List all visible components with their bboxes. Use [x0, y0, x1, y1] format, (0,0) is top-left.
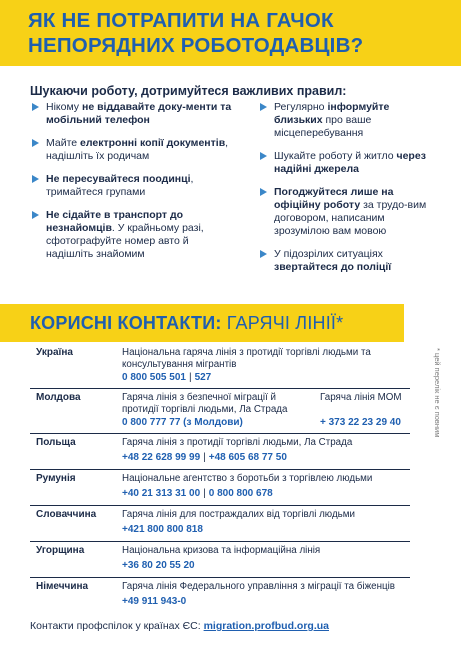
rule-text: , тримайтеся групами — [46, 173, 194, 198]
phone-number[interactable]: +48 22 628 99 99 — [122, 452, 201, 463]
table-row — [30, 470, 410, 506]
rule-item — [32, 137, 232, 163]
country-name: Словаччина — [36, 509, 97, 520]
side-note — [433, 348, 447, 598]
rule-emphasis: не віддавайте доку-менти та мобільний телефон — [46, 101, 232, 126]
footer-text: Контакти профспілок у країнах ЄС: — [30, 620, 204, 632]
rule-text: за трудо-вим договором, написаним зрозумілою вам мовою — [274, 199, 427, 237]
rule-text: Нікому — [46, 101, 82, 113]
hotline-phones — [122, 372, 211, 383]
hotline-description: Національна гаряча лінія з протидії торгівлі людьми та консультування мігрантів — [122, 347, 371, 370]
country-name: Німеччина — [36, 581, 89, 592]
rule-emphasis: інформуйте близьких — [274, 101, 390, 126]
side-note-text: * цей перелік не є повним — [433, 348, 442, 438]
rule-emphasis: через надійні джерела — [274, 150, 426, 175]
rule-item — [32, 173, 232, 199]
hotline-description: Гаряча лінія для постраждалих від торгівлі людьми — [122, 509, 355, 520]
hotlines-table — [30, 344, 410, 614]
table-row — [30, 542, 410, 578]
hotline-description: Національне агентство з боротьби з торгівлею людьми — [122, 473, 373, 484]
arrow-bullet-icon — [260, 152, 267, 160]
arrow-bullet-icon — [260, 250, 267, 258]
arrow-bullet-icon — [260, 103, 267, 111]
hotline-phones — [122, 417, 243, 428]
rule-emphasis: Не сідайте в транспорт до незнайомців — [46, 209, 184, 234]
arrow-bullet-icon — [32, 139, 39, 147]
rule-item — [32, 101, 232, 127]
rule-text: Шукайте роботу й житло — [274, 150, 397, 162]
arrow-bullet-icon — [32, 211, 39, 219]
rules-left-column — [32, 101, 232, 271]
phone-separator: | — [203, 488, 206, 499]
country-name: Угорщина — [36, 545, 85, 556]
table-row — [30, 578, 410, 614]
phone-number[interactable]: +48 605 68 77 50 — [208, 452, 287, 463]
country-name: Польща — [36, 437, 76, 448]
phone-number[interactable]: +49 911 943-0 — [122, 596, 187, 607]
phone-number[interactable]: + 373 22 23 29 40 — [320, 417, 401, 428]
rule-text: . У крайньому разі, сфотографуйте номер авто й надішліть знайомим — [46, 222, 204, 260]
footer — [30, 620, 329, 632]
rule-text: , надішліть їх родичам — [46, 137, 229, 162]
rule-item — [260, 150, 440, 176]
contacts-heading-bold: КОРИСНІ КОНТАКТИ: — [30, 313, 222, 333]
rules-right-column — [260, 101, 440, 284]
rule-item — [260, 248, 440, 274]
arrow-bullet-icon — [260, 188, 267, 196]
country-name: Україна — [36, 347, 73, 358]
country-name: Молдова — [36, 392, 81, 403]
rule-emphasis: Погоджуйтеся лише на офіційну роботу — [274, 186, 394, 211]
phone-number[interactable]: 0 800 800 678 — [208, 488, 273, 499]
phone-number[interactable]: 527 — [194, 372, 212, 383]
hotline-phones — [122, 524, 203, 535]
phone-separator: | — [188, 372, 192, 383]
hotline-description: Гаряча лінія Федерального управління з міграції та біженців — [122, 581, 395, 592]
hotline-description-secondary: Гаряча лінія МОМ — [320, 392, 402, 403]
table-row — [30, 344, 410, 389]
rule-text: У підозрілих ситуаціях — [274, 248, 383, 260]
rule-emphasis: Не пересувайтеся поодинці — [46, 173, 191, 185]
hotline-phones — [122, 452, 287, 463]
rule-item — [260, 186, 440, 238]
hotline-description: Гаряча лінія з безпечної міграції й протидії торгівлі людьми, Ла Страда — [122, 392, 288, 415]
rule-text: про ваше місцеперебування — [274, 114, 372, 139]
intro-text: Шукаючи роботу, дотримуйтеся важливих правил: — [30, 84, 347, 98]
page-title: ЯК НЕ ПОТРАПИТИ НА ГАЧОК НЕПОРЯДНИХ РОБОТОДАВЦІВ? — [28, 9, 364, 57]
phone-number[interactable]: +36 80 20 55 20 — [122, 560, 195, 571]
contacts-heading — [30, 313, 343, 334]
rule-text: Майте — [46, 137, 81, 149]
hotline-description: Гаряча лінія з протидії торгівлі людьми, Ла Страда — [122, 437, 353, 448]
hotline-phones — [122, 596, 186, 607]
phone-separator: | — [203, 452, 206, 463]
hotline-description: Національна кризова та інформаційна лінія — [122, 545, 321, 556]
arrow-bullet-icon — [32, 175, 39, 183]
rule-item — [260, 101, 440, 140]
hotline-phones — [122, 560, 195, 571]
footer-link[interactable]: migration.profbud.org.ua — [203, 620, 329, 632]
phone-number[interactable]: +421 800 800 818 — [122, 524, 203, 535]
table-row — [30, 389, 410, 434]
phone-number[interactable]: 0 800 777 77 (з Молдови) — [122, 417, 243, 428]
rule-emphasis: електронні копії документів — [80, 137, 226, 149]
country-name: Румунія — [36, 473, 76, 484]
phone-number[interactable]: +40 21 313 31 00 — [122, 488, 201, 499]
arrow-bullet-icon — [32, 103, 39, 111]
rule-item — [32, 209, 232, 261]
table-row — [30, 506, 410, 542]
phone-number[interactable]: 0 800 505 501 — [122, 372, 186, 383]
hotline-phones — [122, 488, 273, 499]
rule-emphasis: звертайтеся до поліції — [274, 261, 392, 273]
rule-text: Регулярно — [274, 101, 328, 113]
table-row — [30, 434, 410, 470]
contacts-heading-rest: ГАРЯЧІ ЛІНІЇ* — [221, 313, 344, 333]
